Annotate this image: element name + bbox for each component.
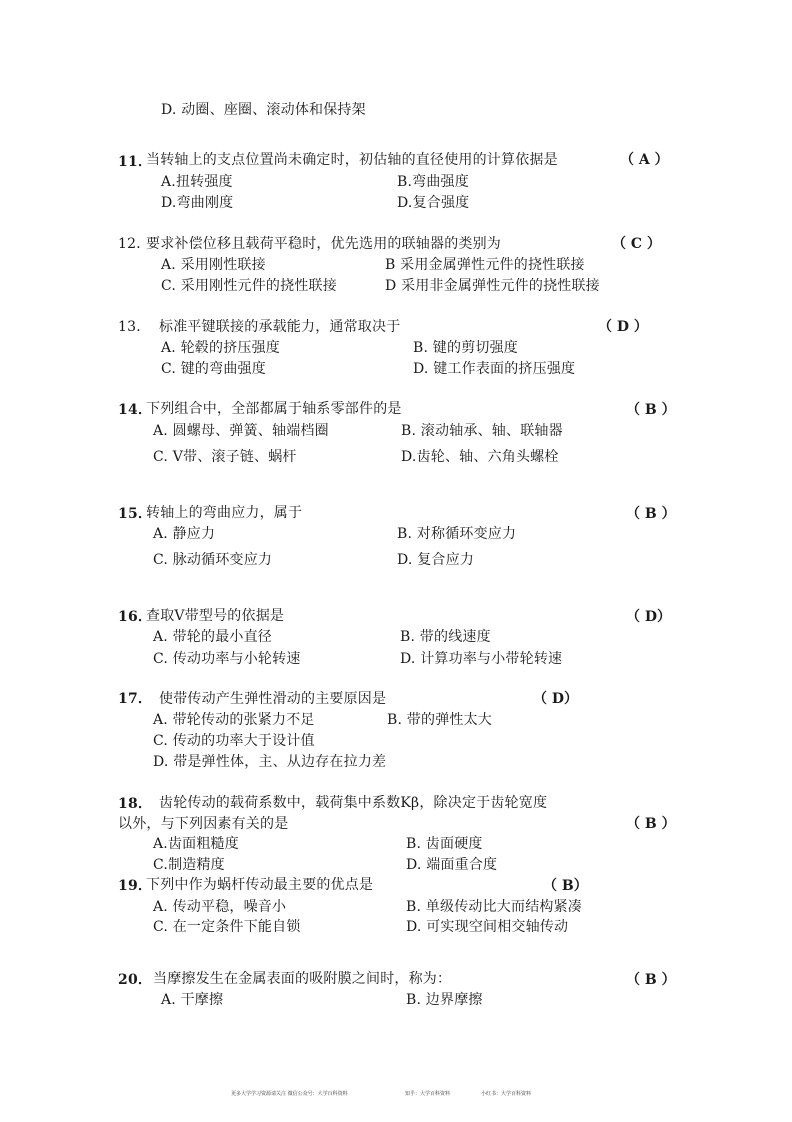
option-a: A. 采用刚性联接 <box>161 257 266 273</box>
option-b: B. 单级传动比大而结构紧凑 <box>406 899 582 915</box>
option-b: B. 带的线速度 <box>400 629 491 645</box>
option-c: C. 采用刚性元件的挠性联接 <box>161 278 337 294</box>
option-a: A. 轮毂的挤压强度 <box>161 340 281 356</box>
answer-label: （ B ） <box>626 506 676 522</box>
option-a: A.齿面粗糙度 <box>153 836 239 852</box>
question-stem: 当转轴上的支点位置尚未确定时，初估轴的直径使用的计算依据是 <box>146 152 558 168</box>
question-number: 15． <box>118 506 153 522</box>
option-b: B. 键的剪切强度 <box>413 340 518 356</box>
option-a: A. 带轮的最小直径 <box>153 629 273 645</box>
option-c: C. V带、滚子链、蜗杆 <box>153 449 297 465</box>
question-number: 19． <box>118 878 153 894</box>
question-number: 16． <box>118 609 153 625</box>
question-number: 18． <box>118 796 153 812</box>
option-b: B 采用金属弹性元件的挠性联接 <box>385 257 585 273</box>
option-a: A. 带轮传动的张紧力不足 <box>153 712 315 728</box>
answer-label: （ D） <box>533 691 579 707</box>
option-d: D.齿轮、轴、六角头螺栓 <box>401 449 559 465</box>
option-c: C. 传动功率与小轮转速 <box>153 651 301 667</box>
question-stem: 转轴上的弯曲应力，属于 <box>146 505 303 521</box>
question-stem: 查取V带型号的依据是 <box>146 608 285 624</box>
option-d: D 采用非金属弹性元件的挠性联接 <box>385 278 600 294</box>
footer-wechat: 更多大学学习资源请关注 微信公众号：大学百科资料 <box>231 1091 348 1097</box>
option-b: B. 带的弹性太大 <box>387 712 492 728</box>
question-stem-line1: 齿轮传动的载荷系数中，载荷集中系数Kβ，除决定于齿轮宽度 <box>159 795 548 811</box>
answer-label: （ D） <box>626 609 672 625</box>
question-number: 20． <box>118 972 153 988</box>
answer-label: （ B ） <box>626 816 676 832</box>
footer-zhihu: 知乎：大学百科资料 <box>405 1091 451 1097</box>
question-stem: 下列组合中，全部都属于轴系零部件的是 <box>146 401 402 417</box>
question-stem: 下列中作为蜗杆传动最主要的优点是 <box>146 877 374 893</box>
q10-option-d: D. 动圈、座圈、滚动体和保持架 <box>161 102 366 118</box>
option-c: C. 脉动循环变应力 <box>153 552 273 568</box>
option-a: A. 传动平稳，噪音小 <box>153 899 287 915</box>
option-b: B. 齿面硬度 <box>406 836 483 852</box>
option-c: C. 传动的功率大于设计值 <box>153 733 315 749</box>
option-a: A. 静应力 <box>153 526 216 542</box>
footer-xiaohongshu: 小红书：大学百科资料 <box>481 1091 532 1097</box>
option-c: C. 键的弯曲强度 <box>161 361 266 377</box>
question-number: 13． <box>118 319 151 335</box>
option-c: C.制造精度 <box>153 857 225 873</box>
option-a: A.扭转强度 <box>161 174 233 190</box>
question-number: 12． <box>118 236 151 252</box>
answer-label: （ A ） <box>620 152 669 168</box>
answer-label: （ B ） <box>626 972 676 988</box>
question-number: 17． <box>118 691 153 707</box>
question-number: 11． <box>118 154 153 170</box>
question-stem: 使带传动产生弹性滑动的主要原因是 <box>159 691 387 707</box>
question-stem: 当摩擦发生在金属表面的吸附膜之间时，称为： <box>153 971 452 987</box>
option-b: B.弯曲强度 <box>397 174 469 190</box>
option-d: D. 端面重合度 <box>406 857 498 873</box>
answer-label: （ D ） <box>598 319 648 335</box>
question-stem-line2: 以外，与下列因素有关的是 <box>118 816 289 832</box>
question-number: 14． <box>118 402 153 418</box>
option-d: D. 计算功率与小带轮转速 <box>400 651 563 667</box>
option-d: D. 带是弹性体，主、从边存在拉力差 <box>153 754 387 770</box>
option-b: B. 边界摩擦 <box>406 992 483 1008</box>
answer-label: （ B） <box>543 878 588 894</box>
option-a: A. 干摩擦 <box>161 992 224 1008</box>
option-b: B. 滚动轴承、轴、联轴器 <box>401 423 563 439</box>
option-c: C. 在一定条件下能自锁 <box>153 919 301 935</box>
option-b: B. 对称循环变应力 <box>397 526 517 542</box>
option-d: D.复合强度 <box>397 195 470 211</box>
answer-label: （ C ） <box>612 236 661 252</box>
option-d: D. 复合应力 <box>397 552 475 568</box>
option-a: A. 圆螺母、弹簧、轴端档圈 <box>153 423 329 439</box>
answer-label: （ B ） <box>626 402 676 418</box>
option-d: D. 可实现空间相交轴传动 <box>406 919 569 935</box>
option-c: D.弯曲刚度 <box>161 195 234 211</box>
question-stem: 标准平键联接的承载能力，通常取决于 <box>159 319 401 335</box>
option-d: D. 键工作表面的挤压强度 <box>413 361 576 377</box>
question-stem: 要求补偿位移且载荷平稳时，优先选用的联轴器的类别为 <box>146 236 501 252</box>
